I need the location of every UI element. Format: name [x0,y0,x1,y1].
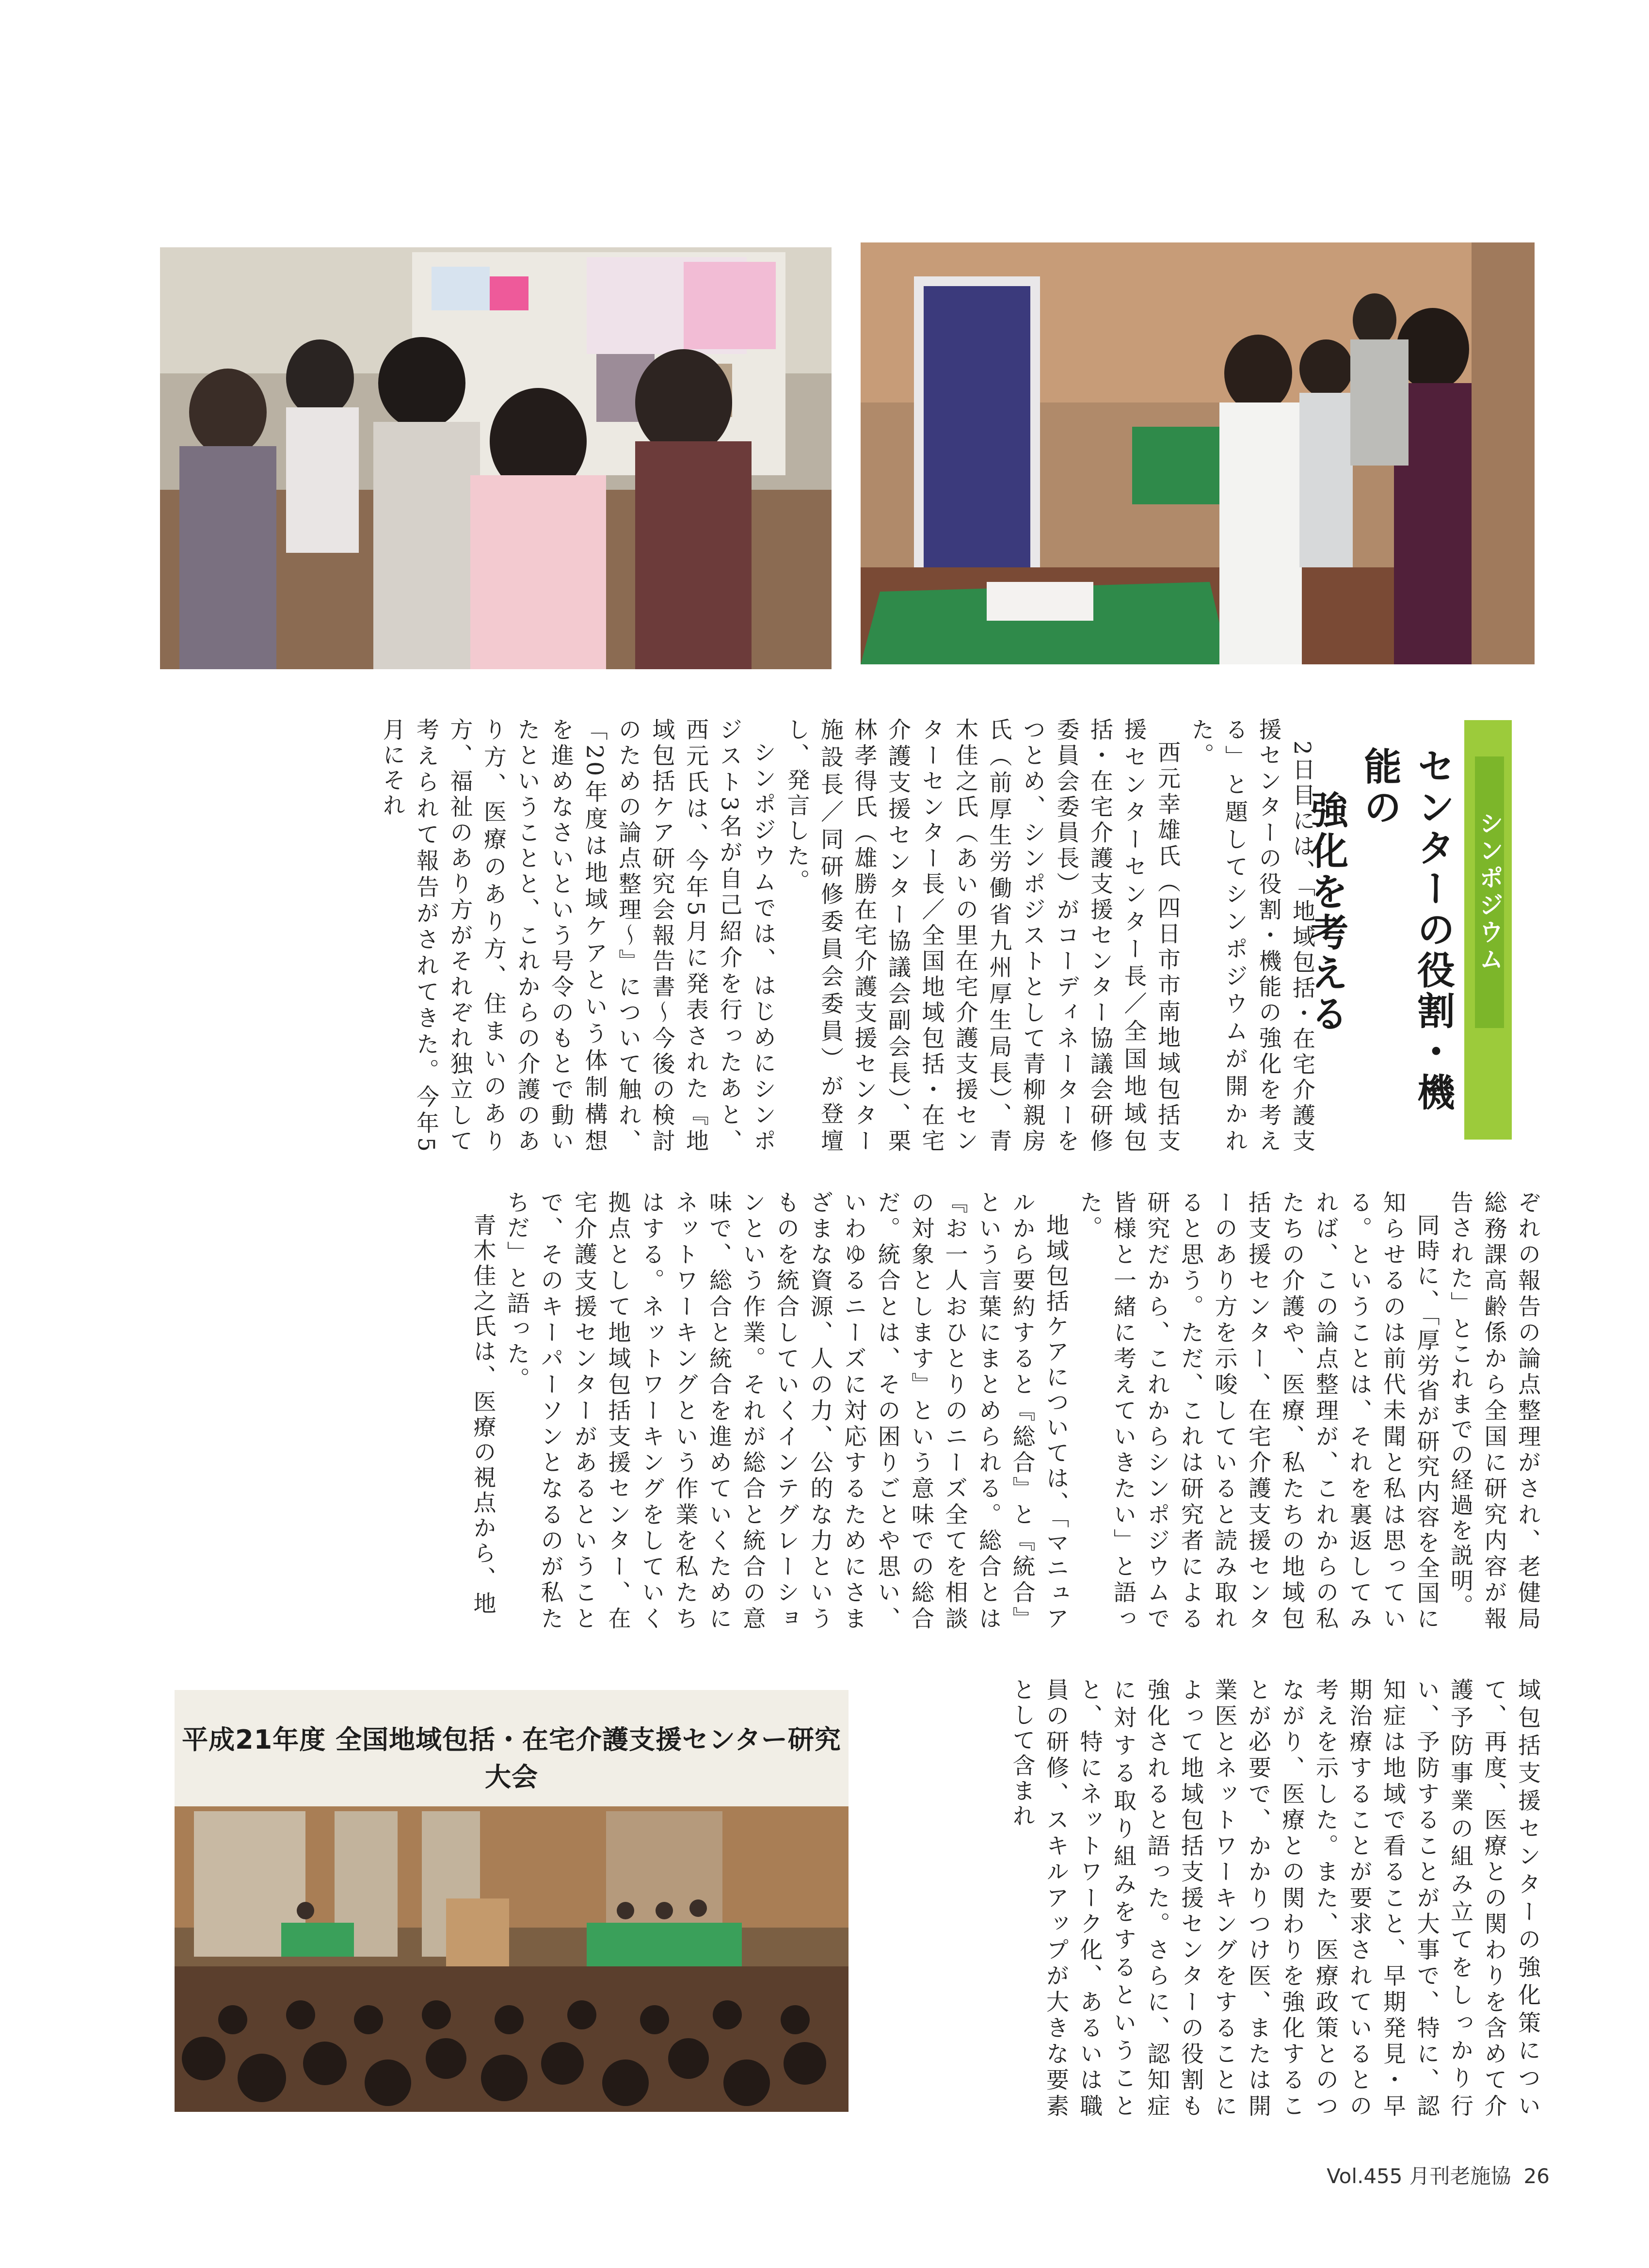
photo-poster-session-left [160,247,832,669]
magazine-name: 月刊老施協 [1409,2164,1511,2188]
volume-number: Vol.455 [1327,2164,1403,2188]
paragraph: 西元幸雄氏（四日市市南地域包括支援センターセンター長／全国地域包括・在宅介護支援センター協議会研修委員会委員長）がコーディネーターをつとめ、シンポジストとして青柳親房氏（前厚生労働省九州厚生局長）、青木佳之氏（あいの里在宅介護支援センターセンター長／全国地域包括・在宅介護支援センター協議会副会長）、栗林孝得氏（雄勝在宅介護支援センター施設長／同研修委員会委員）が登壇し、発言した。 [783,718,1181,1154]
paragraph: 青木佳之氏は、医療の視点から、地 [469,1213,496,1617]
photo-poster-session-right [861,242,1535,664]
paragraph: 地域包括ケアについては、「マニュアルから要約すると『総合』と『統合』という言葉にまとめられる。総合とは『お一人おひとりのニーズ全てを相談の対象とします』という意味での総合だ。統合とは、その困りごとや思い、いわゆるニーズに対応するためにさまざまな資源、人の力、公的な力というものを統合していくインテグレーションという作業。それが総合と統合の意味で、総合と統合を進めていくためにネットワーキングという作業を私たちはする。ネットワーキングをしていく拠点として地域包括支援センター、在宅介護支援センターがあるということで、そのキーパーソンとなるのが私たちだ」と語った。 [503,1190,1069,1632]
page-number: 26 [1523,2164,1550,2188]
paragraph: 同時に、「厚労省が研究内容を全国に知らせるのは前代未聞と私は思っている。ということは、それを裏返してみれば、この論点整理が、これからの私たちの介護や、医療、私たちの地域包括支援センター、在宅介護支援センターのあり方を示唆していると読み取れると思う。ただ、これは研究者による研究だから、これからシンポジウムで皆様と一緒に考えていきたい」と語った。 [1076,1190,1440,1632]
event-banner-title: 平成21年度 全国地域包括・在宅介護支援センター研究大会 [182,1724,841,1792]
body-column-1 [162,718,1319,1154]
section-headline [1304,747,1459,1135]
section-tag: シンポジウム [1475,756,1504,1028]
photo-symposium-stage [175,1690,849,2112]
page-footer [1320,2160,1550,2189]
headline-line-1: センターの役割・機能の [1358,747,1455,1113]
paragraph: 域包括支援センターの強化策について、再度、医療との関わりを含めて介護予防事業の組み立てをしっかり行い、予防することが大事で、特に、認知症は地域で看ること、早期発見・早期治療することが要求されているとの考えを示した。また、医療政策とのつながり、医療との関わりを強化することが必要で、かかりつけ医、または開業医とネットワーキングをすることによって地域包括支援センターの役割も強化されると語った。さらに、認知症に対する取り組みをするということと、特にネットワーク化、あるいは職員の研修、スキルアップが大きな要素として含まれ [1009,1678,1541,2119]
paragraph: 2日目には、「地域包括・在宅介護支援センターの役割・機能の強化を考える」と題してシンポジウムが開かれた。 [1187,718,1315,1154]
paragraph: シンポジウムでは、はじめにシンポジスト3名が自己紹介を行ったあと、西元氏は、今年5月に発表された『地域包括ケア研究会報告書～今後の検討のための論点整理～』について触れ、「20年度は地域ケアという体制構想を進めなさいという号令のもとで動いたということと、これからの介護のあり方、医療のあり方、住まいのあり方、福祉のあり方がそれぞれ独立して考えられて報告がされてきた。今年5月にそれ [379,718,776,1154]
body-column-3 [878,1678,1544,2119]
paragraph: ぞれの報告の論点整理がされ、老健局総務課高齢係から全国に研究内容が報告された」とこれまでの経過を説明。 [1447,1190,1541,1632]
body-column-2 [162,1190,1544,1632]
headline-line-2: 強化を考える [1304,790,1348,1035]
